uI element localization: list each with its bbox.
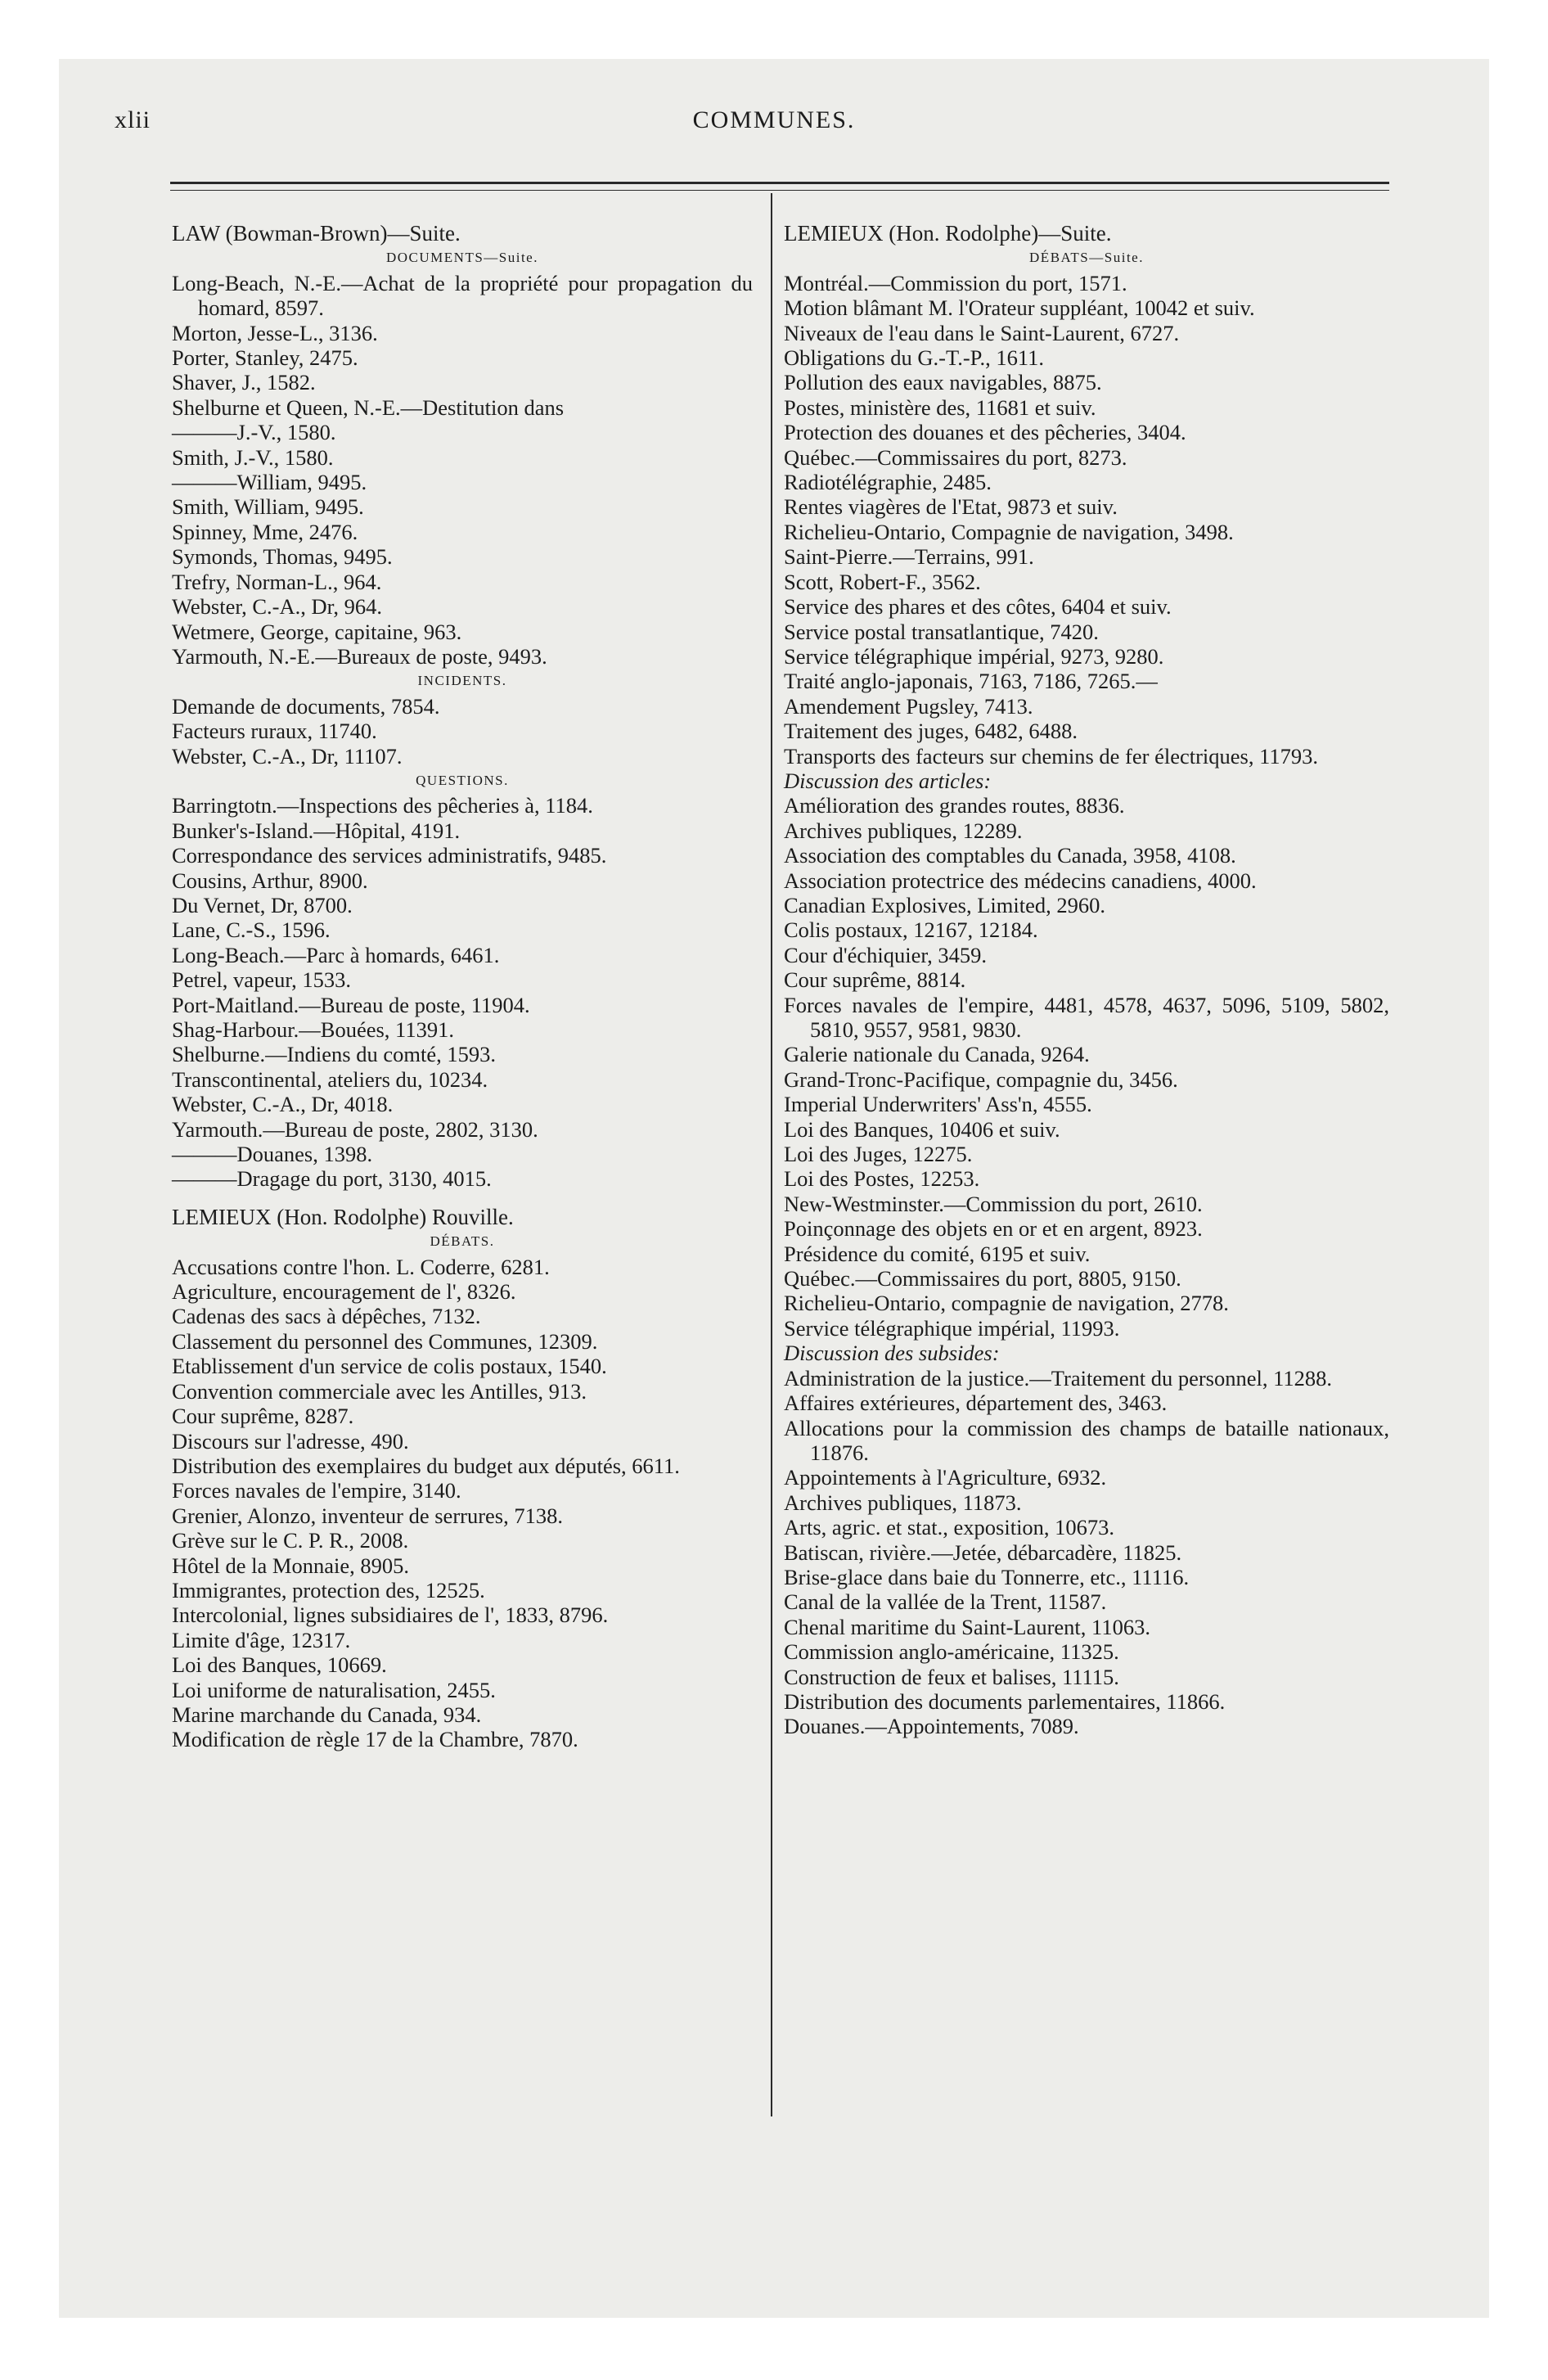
index-entry: Grenier, Alonzo, inventeur de serrures, 7138. [172,1503,563,1528]
index-entry: ———J.-V., 1580. [172,420,336,445]
index-entry: ———Douanes, 1398. [172,1142,373,1167]
index-entry: Shag-Harbour.—Bouées, 11391. [172,1017,454,1042]
index-entry: Barringtotn.—Inspections des pêcheries à, 1184. [172,793,593,818]
index-entry: Cour d'échiquier, 3459. [784,942,988,967]
right-column [784,221,1389,1739]
articles-section-title: Discussion des articles: [784,768,992,793]
page-title: COMMUNES. [692,106,856,133]
index-entry: Postes, ministère des, 11681 et suiv. [784,394,1096,420]
index-entry: Cousins, Arthur, 8900. [172,868,368,893]
index-entry: Service des phares et des côtes, 6404 et suiv. [784,594,1172,620]
index-entry: Douanes.—Appointements, 7089. [784,1714,1079,1739]
index-entry: Administration de la justice.—Traitement du personnel, 11288. [784,1365,1333,1391]
index-entry: Construction de feux et balises, 11115. [784,1664,1119,1689]
index-entry: Convention commerciale avec les Antilles, 913. [172,1378,587,1404]
index-entry: Service télégraphique impérial, 9273, 9280. [784,643,1164,669]
index-entry: Forces navales de l'empire, 3140. [172,1478,461,1503]
index-entry: Morton, Jesse-L., 3136. [172,320,378,345]
debats-suite-list [784,271,1389,769]
left-column [172,221,753,1752]
index-entry: Protection des douanes et des pêcheries, 3404. [784,420,1186,445]
index-entry: Yarmouth, N.-E.—Bureaux de poste, 9493. [172,643,547,669]
index-entry: Wetmere, George, capitaine, 963. [172,619,462,644]
index-entry: Cadenas des sacs à dépêches, 7132. [172,1304,481,1329]
index-entry: Distribution des exemplaires du budget aux députés, 6611. [172,1453,680,1478]
index-entry: Limite d'âge, 12317. [172,1627,351,1652]
page-number: xlii [115,106,151,133]
index-entry: Motion blâmant M. l'Orateur suppléant, 10042 et suiv. [784,295,1255,321]
index-entry: Allocations pour la commission des champs de bataille nationaux, 11876. [784,1415,1389,1465]
index-entry: Grand-Tronc-Pacifique, compagnie du, 3456. [784,1066,1178,1092]
index-entry: Forces navales de l'empire, 4481, 4578, 4637, 5096, 5109, 5802, 5810, 9557, 9581, 9830. [784,992,1389,1042]
index-entry: Imperial Underwriters' Ass'n, 4555. [784,1092,1092,1117]
index-entry: Amendement Pugsley, 7413. [784,693,1033,719]
index-entry: Loi des Banques, 10406 et suiv. [784,1116,1060,1142]
index-entry: Association protectrice des médecins canadiens, 4000. [784,868,1257,893]
index-entry: Radiotélégraphie, 2485. [784,470,992,495]
index-entry: Colis postaux, 12167, 12184. [784,917,1038,943]
index-entry: Distribution des documents parlementaires, 11866. [784,1688,1226,1714]
index-entry: Service postal transatlantique, 7420. [784,619,1099,644]
index-entry: Yarmouth.—Bureau de poste, 2802, 3130. [172,1116,538,1142]
index-entry: Shelburne et Queen, N.-E.—Destitution dans [172,394,565,420]
index-entry: Poinçonnage des objets en or et en argent, 8923. [784,1216,1203,1242]
index-entry: Porter, Stanley, 2475. [172,345,358,371]
index-entry: Pollution des eaux navigables, 8875. [784,370,1102,395]
index-entry: Smith, J.-V., 1580. [172,444,334,470]
index-entry: Canadian Explosives, Limited, 2960. [784,892,1106,917]
questions-list [172,793,753,1192]
documents-list [172,271,753,669]
subsides-section-title: Discussion des subsides: [784,1341,1000,1366]
index-entry: Classement du personnel des Communes, 12309. [172,1328,598,1354]
index-entry: Québec.—Commissaires du port, 8805, 9150. [784,1266,1181,1291]
index-entry: Du Vernet, Dr, 8700. [172,892,353,917]
index-entry: Long-Beach, N.-E.—Achat de la propriété pour propagation du homard, 8597. [172,270,753,321]
debats-suite-title: DÉBATS—Suite. [1029,250,1144,266]
index-entry: Loi uniforme de naturalisation, 2455. [172,1677,496,1702]
index-entry: Transports des facteurs sur chemins de fer électriques, 11793. [784,743,1319,769]
index-entry: Marine marchande du Canada, 934. [172,1702,482,1727]
index-entry: Loi des Postes, 12253. [784,1166,980,1192]
index-entry: Richelieu-Ontario, compagnie de navigation, 2778. [784,1291,1229,1316]
index-entry: Niveaux de l'eau dans le Saint-Laurent, 6727. [784,320,1180,345]
index-entry: Immigrantes, protection des, 12525. [172,1577,485,1602]
index-entry: Québec.—Commissaires du port, 8273. [784,444,1127,470]
header-rule [170,182,1389,184]
index-entry: Modification de règle 17 de la Chambre, 7870. [172,1727,578,1752]
index-entry: Webster, C.-A., Dr, 964. [172,594,383,620]
index-entry: Traitement des juges, 6482, 6488. [784,719,1078,744]
index-entry: Loi des Banques, 10669. [172,1652,387,1678]
index-entry: ———Dragage du port, 3130, 4015. [172,1166,492,1192]
index-entry: Affaires extérieures, département des, 3463. [784,1391,1168,1416]
index-entry: Cour suprême, 8287. [172,1404,354,1429]
index-entry: Webster, C.-A., Dr, 4018. [172,1092,394,1117]
index-entry: Canal de la vallée de la Trent, 11587. [784,1589,1107,1615]
index-entry: Trefry, Norman-L., 964. [172,569,382,594]
left-heading: LAW (Bowman-Brown)—Suite. [172,221,461,246]
index-entry: Etablissement d'un service de colis postaux, 1540. [172,1354,607,1379]
index-entry: Shelburne.—Indiens du comté, 1593. [172,1042,496,1067]
index-entry: Transcontinental, ateliers du, 10234. [172,1066,488,1092]
questions-section-title: QUESTIONS. [416,772,509,788]
index-entry: Rentes viagères de l'Etat, 9873 et suiv. [784,494,1118,520]
articles-list [784,793,1389,1341]
index-entry: Scott, Robert-F., 3562. [784,569,981,594]
incidents-list [172,694,753,769]
index-entry: Traité anglo-japonais, 7163, 7186, 7265.— [784,669,1158,694]
index-entry: Hôtel de la Monnaie, 8905. [172,1553,409,1578]
index-entry: Bunker's-Island.—Hôpital, 4191. [172,818,461,843]
index-entry: Arts, agric. et stat., exposition, 10673. [784,1515,1115,1540]
index-entry: Association des comptables du Canada, 3958, 4108. [784,843,1236,868]
index-entry: Petrel, vapeur, 1533. [172,967,351,993]
incidents-section-title: INCIDENTS. [417,673,507,689]
index-entry: Amélioration des grandes routes, 8836. [784,793,1125,818]
left-heading-2: LEMIEUX (Hon. Rodolphe) Rouville. [172,1204,514,1229]
index-entry: Saint-Pierre.—Terrains, 991. [784,544,1034,570]
documents-section-title: DOCUMENTS—Suite. [386,250,538,266]
index-entry: Symonds, Thomas, 9495. [172,544,393,570]
index-entry: Smith, William, 9495. [172,494,364,520]
index-entry: Batiscan, rivière.—Jetée, débarcadère, 11825. [784,1539,1182,1565]
right-heading: LEMIEUX (Hon. Rodolphe)—Suite. [784,221,1112,246]
index-entry: New-Westminster.—Commission du port, 2610. [784,1191,1203,1216]
index-entry: Présidence du comité, 6195 et suiv. [784,1241,1091,1266]
index-entry: ———William, 9495. [172,470,367,495]
index-entry: Commission anglo-américaine, 11325. [784,1639,1119,1665]
index-entry: Brise-glace dans baie du Tonnerre, etc., 11116. [784,1564,1190,1589]
index-entry: Facteurs ruraux, 11740. [172,719,377,744]
index-entry: Correspondance des services administratifs, 9485. [172,843,607,868]
index-entry: Archives publiques, 11873. [784,1490,1022,1515]
index-entry: Loi des Juges, 12275. [784,1142,973,1167]
index-entry: Galerie nationale du Canada, 9264. [784,1042,1090,1067]
index-entry: Obligations du G.-T.-P., 1611. [784,345,1044,371]
index-entry: Cour suprême, 8814. [784,967,966,993]
index-entry: Service télégraphique impérial, 11993. [784,1315,1120,1341]
index-entry: Lane, C.-S., 1596. [172,917,331,943]
column-divider [771,193,772,2116]
index-entry: Agriculture, encouragement de l', 8326. [172,1279,516,1305]
index-entry: Webster, C.-A., Dr, 11107. [172,743,403,769]
debats-list [172,1255,753,1752]
index-entry: Spinney, Mme, 2476. [172,519,358,544]
index-entry: Long-Beach.—Parc à homards, 6461. [172,942,500,967]
index-entry: Archives publiques, 12289. [784,818,1023,843]
index-entry: Accusations contre l'hon. L. Coderre, 6281. [172,1254,550,1279]
index-entry: Port-Maitland.—Bureau de poste, 11904. [172,992,530,1017]
index-entry: Grève sur le C. P. R., 2008. [172,1528,409,1553]
index-entry: Intercolonial, lignes subsidiaires de l', 1833, 8796. [172,1602,609,1628]
index-entry: Richelieu-Ontario, Compagnie de navigation, 3498. [784,519,1234,544]
index-entry: Shaver, J., 1582. [172,370,316,395]
index-entry: Discours sur l'adresse, 490. [172,1428,409,1454]
header-rule-thin [170,190,1389,191]
index-entry: Chenal maritime du Saint-Laurent, 11063. [784,1614,1150,1639]
index-entry: Demande de documents, 7854. [172,693,440,719]
index-entry: Appointements à l'Agriculture, 6932. [784,1465,1107,1490]
subsides-list [784,1366,1389,1739]
debats-section-title: DÉBATS. [430,1233,495,1250]
index-entry: Montréal.—Commission du port, 1571. [784,270,1127,295]
